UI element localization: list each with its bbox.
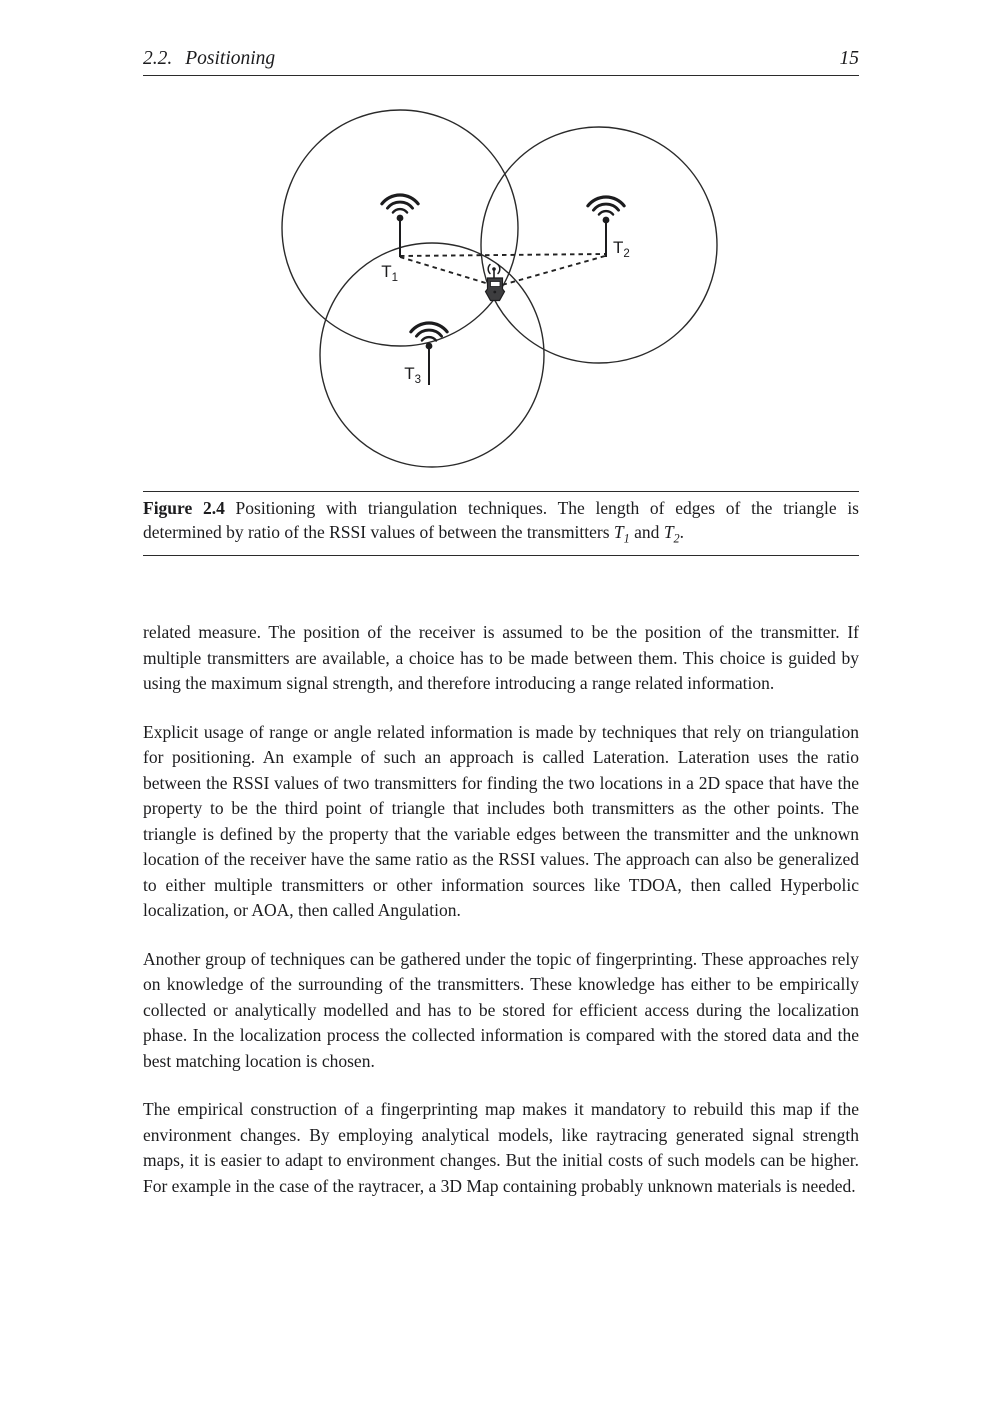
figure-caption-block	[143, 491, 859, 556]
receiver-button	[493, 291, 496, 294]
coverage-circle-t3	[320, 243, 544, 467]
label-t2: $T_2$	[613, 238, 630, 260]
section-number: 2.2.	[143, 48, 173, 69]
receiver-device-icon	[486, 265, 505, 301]
body-paragraph-3: Another group of techniques can be gathered under the topic of fingerprinting. These approaches rely on knowledge of the surrounding of the transmitters. These knowledge has either to be empirically collected or analytically modelled and has to be stored for efficient access during the localization phase. In the localization process the collected information is compared with the stored data and the best matching location is chosen.	[143, 948, 859, 1071]
body-text	[143, 620, 859, 1222]
wifi-waves-icon	[588, 197, 624, 215]
section-heading	[143, 48, 275, 70]
triangle-edge-t2-receiver	[502, 256, 605, 285]
triangulation-figure	[270, 100, 730, 485]
transmitter-icon-t1	[382, 195, 418, 257]
section-title: Positioning	[185, 48, 276, 69]
label-t3: $T_3$	[404, 364, 421, 386]
body-paragraph-4: The empirical construction of a fingerprinting map makes it mandatory to rebuild this map if the environment changes. By employing analytical models, like raytracing generated signal strength maps, it is easier to adapt to environment changes. But the initial costs of such models can be higher. For example in the case of the raytracer, a 3D Map containing probably unknown materials is needed.	[143, 1099, 859, 1196]
running-header	[143, 48, 859, 76]
page-number: 15	[839, 48, 859, 69]
label-t1: $T_1$	[381, 262, 398, 284]
figure-caption-label: Figure 2.4	[143, 498, 225, 518]
triangle-edge-t1-t2	[400, 254, 605, 256]
triangle-edge-t1-receiver	[400, 257, 489, 284]
receiver-antenna-icon	[488, 265, 500, 279]
body-paragraph-1: related measure. The position of the receiver is assumed to be the position of the transmitter. If multiple transmitters are available, a choice has to be made between them. This choice is guided by using the maximum signal strength, and therefore introducing a range related information.	[143, 622, 859, 693]
wifi-waves-icon	[382, 195, 418, 213]
figure-caption: Figure 2.4 Positioning with triangulation techniques. The length of edges of the triangle is determined by ratio of the RSSI values of between the transmitters $T_1$ and $T_2$.	[143, 498, 859, 546]
receiver-screen	[491, 282, 501, 287]
body-paragraph-2: Explicit usage of range or angle related information is made by techniques that rely on triangulation for positioning. An example of such an approach is called Lateration. Lateration uses the ratio between the RSSI values of two transmitters for finding the two locations in a 2D space that have the property to be the third point of triangle that includes both transmitters as the other points. The triangle is defined by the property that the variable edges between the transmitter and the unknown location of the receiver have the same ratio as the RSSI values. The approach can also be generalized to either multiple transmitters or other information sources like TDOA, then called Hyperbolic localization, or AOA, then called Angulation.	[143, 721, 859, 920]
